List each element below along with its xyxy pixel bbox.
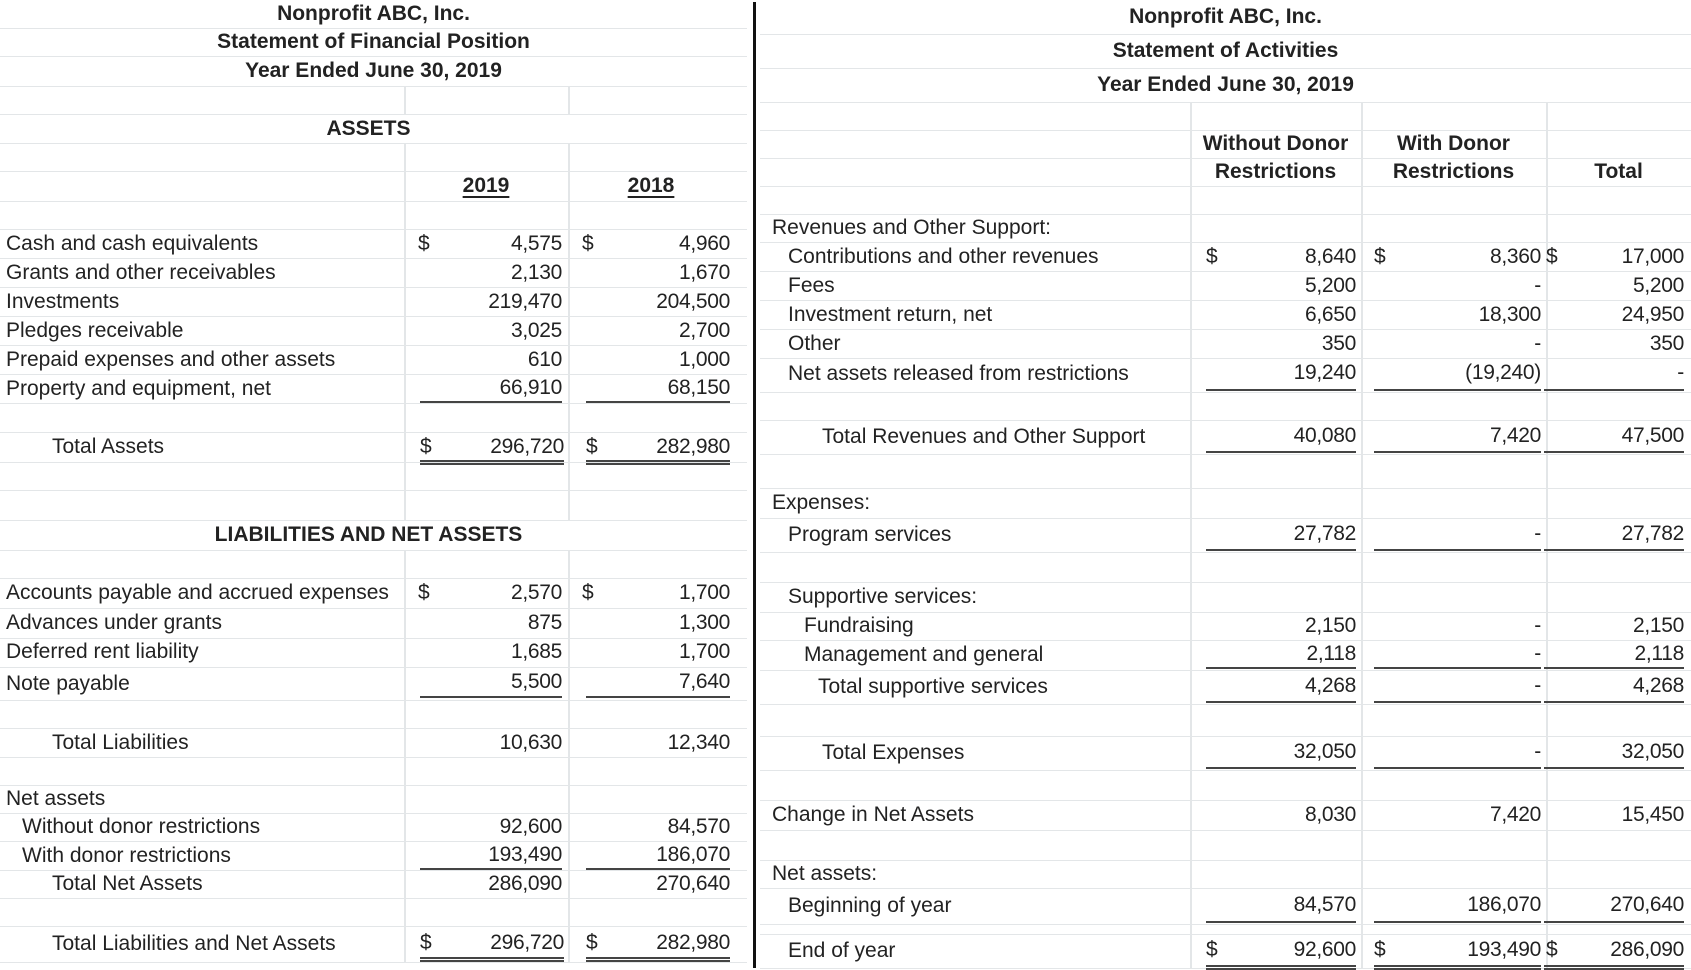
asset-row — [0, 287, 747, 317]
total-net-assets-label: Total Net Assets — [52, 872, 203, 895]
blank-row — [760, 552, 1691, 583]
net-assets-label: With donor restrictions — [22, 843, 231, 867]
asset-value-2019: 2,130 — [510, 260, 562, 284]
title-row — [0, 0, 747, 29]
end-of-year-total: 286,090 — [1610, 938, 1684, 961]
assets-heading: ASSETS — [326, 116, 411, 140]
currency-symbol: $ — [1206, 244, 1218, 268]
net-assets-2019: 193,490 — [420, 842, 562, 870]
company-name: Nonprofit ABC, Inc. — [1129, 5, 1322, 28]
revenue-with-donor: 8,360 — [1489, 244, 1541, 268]
total-supportive-without-donor: 4,268 — [1304, 674, 1356, 697]
asset-row — [0, 374, 747, 404]
revenues-heading-row — [760, 214, 1691, 243]
program-services-label: Program services — [788, 523, 952, 546]
liability-row — [0, 578, 747, 609]
column-header-2019: 2019 — [462, 174, 510, 197]
asset-row — [0, 316, 747, 346]
column-header-without-donor-2: Restrictions — [1214, 160, 1337, 183]
net-assets-heading-row — [760, 860, 1691, 889]
total-liabilities-net-assets-row — [0, 926, 747, 963]
revenue-row — [760, 356, 1691, 393]
management-general-row — [760, 640, 1691, 671]
company-name: Nonprofit ABC, Inc. — [277, 2, 470, 25]
liability-value-2019: 875 — [527, 611, 562, 634]
management-general-without-donor: 2,118 — [1306, 642, 1356, 665]
revenue-total: 350 — [1649, 331, 1684, 355]
asset-row — [0, 229, 747, 259]
liability-row — [0, 608, 747, 639]
currency-symbol: $ — [582, 581, 594, 604]
revenue-label: Fees — [788, 273, 835, 297]
title-row — [0, 28, 747, 57]
total-supportive-row — [760, 670, 1691, 705]
currency-symbol: $ — [586, 435, 598, 458]
total-expenses-label: Total Expenses — [822, 741, 965, 764]
statement-period: Year Ended June 30, 2019 — [1097, 73, 1354, 96]
beginning-of-year-label: Beginning of year — [788, 894, 952, 917]
program-services-without-donor: 27,782 — [1293, 522, 1356, 545]
total-assets-label: Total Assets — [52, 435, 165, 458]
title-row — [760, 34, 1691, 69]
end-of-year-without-donor: 92,600 — [1293, 938, 1356, 961]
supportive-heading: Supportive services: — [788, 585, 978, 608]
total-assets-row — [0, 432, 747, 463]
fundraising-label: Fundraising — [804, 614, 914, 637]
blank-row — [760, 770, 1691, 801]
liability-value-2018: 1,300 — [678, 611, 730, 634]
fundraising-total: 2,150 — [1632, 614, 1684, 637]
change-net-assets-total: 15,450 — [1621, 803, 1684, 826]
supportive-heading-row — [760, 582, 1691, 613]
revenue-without-donor: 350 — [1321, 331, 1356, 355]
currency-symbol: $ — [582, 231, 594, 255]
total-liabilities-2018: 12,340 — [667, 730, 730, 754]
column-header-with-donor: With Donor — [1397, 132, 1510, 155]
total-expenses-with-donor: - — [1534, 740, 1541, 763]
total-liabilities-row — [0, 728, 747, 758]
blank-row — [760, 102, 1691, 131]
total-expenses-row — [760, 736, 1691, 771]
net-assets-label: Without donor restrictions — [22, 815, 261, 838]
liability-label: Accounts payable and accrued expenses — [6, 581, 389, 604]
asset-value-2018: 68,150 — [586, 375, 730, 403]
revenue-with-donor: 18,300 — [1478, 302, 1541, 326]
blank-row — [0, 757, 747, 786]
revenue-row — [760, 329, 1691, 359]
net-assets-2018: 84,570 — [667, 815, 730, 838]
end-of-year-with-donor: 193,490 — [1467, 938, 1541, 961]
revenue-with-donor: (19,240) — [1465, 361, 1541, 384]
blank-row — [760, 704, 1691, 737]
management-general-total: 2,118 — [1634, 642, 1684, 665]
statement-divider — [753, 2, 756, 968]
net-assets-row — [0, 813, 747, 842]
blank-row — [0, 490, 747, 521]
total-revenues-with-donor: 7,420 — [1489, 424, 1541, 447]
asset-value-2018: 1,670 — [678, 260, 730, 284]
asset-label: Cash and cash equivalents — [6, 231, 259, 255]
end-of-year-row — [760, 934, 1691, 969]
blank-row — [760, 186, 1691, 215]
beginning-of-year-with-donor: 186,070 — [1467, 893, 1541, 916]
statement-of-activities — [760, 0, 1691, 970]
net-assets-2019: 92,600 — [499, 815, 562, 838]
net-assets-heading: Net assets: — [772, 862, 878, 885]
blank-row — [760, 392, 1691, 421]
title-row — [0, 56, 747, 87]
asset-value-2018: 204,500 — [656, 289, 730, 313]
asset-value-2019: 610 — [527, 347, 562, 371]
asset-label: Grants and other receivables — [6, 260, 276, 284]
section-heading-row — [0, 520, 747, 551]
management-general-with-donor: - — [1534, 642, 1541, 665]
asset-value-2018: 2,700 — [678, 318, 730, 342]
currency-symbol: $ — [1546, 244, 1558, 268]
asset-row — [0, 258, 747, 288]
blank-row — [760, 454, 1691, 489]
total-net-assets-row — [0, 870, 747, 899]
change-net-assets-row — [760, 800, 1691, 831]
revenue-row — [760, 242, 1691, 272]
blank-row — [0, 86, 747, 115]
revenue-total: 5,200 — [1632, 273, 1684, 297]
blank-row — [0, 700, 747, 729]
liability-value-2019: 2,570 — [510, 581, 562, 604]
asset-value-2019: 66,910 — [420, 375, 562, 403]
blank-row — [0, 898, 747, 927]
fundraising-with-donor: - — [1534, 614, 1541, 637]
liability-label: Note payable — [6, 671, 130, 695]
statement-of-financial-position — [0, 0, 747, 970]
total-assets-2018: 282,980 — [656, 435, 730, 458]
blank-row — [0, 462, 747, 491]
revenue-without-donor: 8,640 — [1304, 244, 1356, 268]
revenue-without-donor: 5,200 — [1304, 273, 1356, 297]
currency-symbol: $ — [1206, 938, 1218, 961]
liability-value-2018: 7,640 — [586, 668, 730, 698]
liability-row — [0, 637, 747, 668]
revenue-without-donor: 6,650 — [1304, 302, 1356, 326]
fundraising-row — [760, 612, 1691, 641]
revenue-total: 17,000 — [1621, 244, 1684, 268]
liabilities-heading: LIABILITIES AND NET ASSETS — [214, 523, 523, 546]
revenue-label: Contributions and other revenues — [788, 244, 1099, 268]
asset-label: Pledges receivable — [6, 318, 184, 342]
column-header-total: Total — [1594, 160, 1643, 183]
column-header-2018: 2018 — [627, 174, 675, 197]
revenue-row — [760, 271, 1691, 301]
column-header-row — [760, 158, 1691, 187]
asset-value-2019: 219,470 — [488, 289, 562, 313]
total-liabilities-net-assets-2019: 296,720 — [490, 931, 564, 954]
asset-row — [0, 345, 747, 375]
blank-row — [0, 404, 747, 433]
net-assets-heading-row — [0, 785, 747, 814]
statement-period: Year Ended June 30, 2019 — [245, 59, 502, 82]
title-row — [760, 68, 1691, 103]
net-assets-row — [0, 841, 747, 871]
liability-value-2018: 1,700 — [678, 581, 730, 604]
asset-label: Prepaid expenses and other assets — [6, 347, 336, 371]
liability-row — [0, 667, 747, 701]
blank-row — [0, 143, 747, 172]
program-services-with-donor: - — [1534, 522, 1541, 545]
currency-symbol: $ — [418, 581, 430, 604]
revenue-without-donor: 19,240 — [1293, 361, 1356, 384]
program-services-total: 27,782 — [1621, 522, 1684, 545]
revenues-heading: Revenues and Other Support: — [772, 216, 1052, 239]
asset-value-2019: 4,575 — [510, 231, 562, 255]
beginning-of-year-row — [760, 888, 1691, 925]
title-row — [760, 0, 1691, 35]
total-expenses-total: 32,050 — [1621, 740, 1684, 763]
total-supportive-label: Total supportive services — [818, 675, 1048, 698]
change-net-assets-with-donor: 7,420 — [1489, 803, 1541, 826]
total-assets-2019: 296,720 — [490, 435, 564, 458]
revenue-with-donor: - — [1534, 331, 1541, 355]
total-revenues-total: 47,500 — [1621, 424, 1684, 447]
total-revenues-label: Total Revenues and Other Support — [822, 425, 1146, 448]
asset-label: Investments — [6, 289, 120, 313]
column-header-without-donor: Without Donor — [1202, 132, 1349, 155]
total-net-assets-2019: 286,090 — [488, 872, 562, 895]
expenses-heading: Expenses: — [772, 491, 871, 514]
liability-value-2019: 5,500 — [420, 668, 562, 698]
total-liabilities-label: Total Liabilities — [52, 730, 189, 754]
column-header-row — [0, 171, 747, 202]
liability-value-2018: 1,700 — [678, 640, 730, 663]
change-net-assets-label: Change in Net Assets — [772, 803, 974, 826]
blank-row — [0, 201, 747, 230]
section-heading-row — [0, 114, 747, 144]
liability-label: Advances under grants — [6, 611, 222, 634]
asset-value-2018: 1,000 — [678, 347, 730, 371]
currency-symbol: $ — [420, 931, 432, 954]
total-liabilities-2019: 10,630 — [499, 730, 562, 754]
total-revenues-row — [760, 420, 1691, 455]
revenue-label: Net assets released from restrictions — [788, 362, 1129, 385]
total-supportive-with-donor: - — [1534, 674, 1541, 697]
fundraising-without-donor: 2,150 — [1304, 614, 1356, 637]
revenue-with-donor: - — [1534, 273, 1541, 297]
asset-label: Property and equipment, net — [6, 376, 272, 400]
currency-symbol: $ — [1374, 244, 1386, 268]
total-revenues-without-donor: 40,080 — [1293, 424, 1356, 447]
currency-symbol: $ — [586, 931, 598, 954]
total-expenses-without-donor: 32,050 — [1293, 740, 1356, 763]
statement-title: Statement of Financial Position — [217, 30, 530, 53]
revenue-label: Investment return, net — [788, 302, 993, 326]
asset-value-2019: 3,025 — [510, 318, 562, 342]
beginning-of-year-total: 270,640 — [1610, 893, 1684, 916]
revenue-label: Other — [788, 331, 841, 355]
currency-symbol: $ — [1374, 938, 1386, 961]
expenses-heading-row — [760, 488, 1691, 519]
total-net-assets-2018: 270,640 — [656, 872, 730, 895]
currency-symbol: $ — [420, 435, 432, 458]
revenue-total: - — [1677, 361, 1684, 384]
change-net-assets-without-donor: 8,030 — [1304, 803, 1356, 826]
revenue-total: 24,950 — [1621, 302, 1684, 326]
column-header-with-donor-2: Restrictions — [1392, 160, 1515, 183]
column-header-row — [760, 130, 1691, 159]
liability-label: Deferred rent liability — [6, 640, 199, 663]
total-liabilities-net-assets-label: Total Liabilities and Net Assets — [52, 932, 336, 955]
currency-symbol: $ — [418, 231, 430, 255]
beginning-of-year-without-donor: 84,570 — [1293, 893, 1356, 916]
net-assets-2018: 186,070 — [586, 842, 730, 870]
end-of-year-label: End of year — [788, 939, 896, 962]
currency-symbol: $ — [1546, 938, 1558, 961]
asset-value-2018: 4,960 — [678, 231, 730, 255]
management-general-label: Management and general — [804, 643, 1044, 666]
liability-value-2019: 1,685 — [510, 640, 562, 663]
blank-row — [0, 550, 747, 579]
blank-row — [760, 830, 1691, 861]
statement-title: Statement of Activities — [1112, 39, 1339, 62]
total-liabilities-net-assets-2018: 282,980 — [656, 931, 730, 954]
program-services-row — [760, 518, 1691, 553]
total-supportive-total: 4,268 — [1632, 674, 1684, 697]
revenue-row — [760, 300, 1691, 330]
net-assets-heading: Net assets — [6, 787, 106, 810]
